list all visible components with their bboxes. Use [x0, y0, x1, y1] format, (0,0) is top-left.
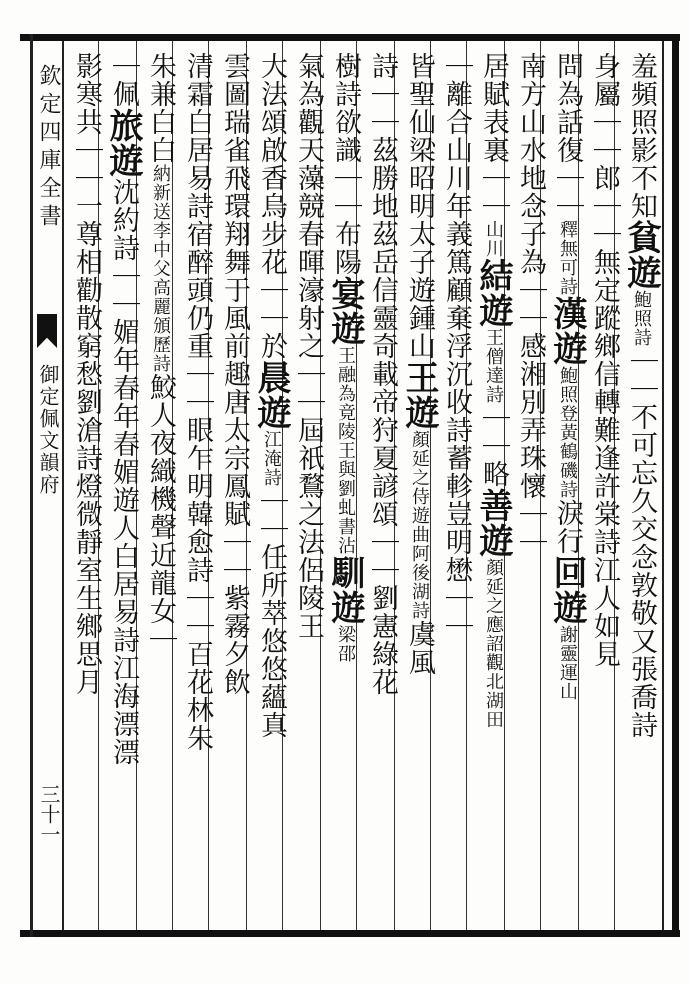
- source-annotation: 鮑照詩: [631, 290, 652, 347]
- headword: 晨遊: [251, 360, 291, 430]
- top-border-rule: [20, 34, 680, 41]
- source-annotation: 謝靈運山: [557, 625, 578, 701]
- body-text: 氣為觀天藻競春暉: [293, 52, 324, 276]
- column-text: [475, 52, 511, 729]
- column-text: [364, 52, 400, 696]
- source-annotation: 顏延之應詔觀北湖田: [483, 558, 504, 729]
- headword: 善遊: [473, 488, 513, 558]
- body-text: 影寒: [71, 52, 102, 108]
- text-column-1: [623, 52, 659, 922]
- body-text: ｜｜任所萃悠悠蘊真: [256, 487, 287, 739]
- body-text: 虞風: [404, 620, 435, 676]
- body-text: 陵王: [293, 584, 324, 640]
- body-text: 問為話復｜｜: [552, 52, 583, 220]
- body-text: 收詩蓄軫豈明懋｜｜: [441, 388, 472, 640]
- book-subtitle: 御定佩文韻府: [36, 364, 60, 496]
- body-text: 詩｜｜茲勝地茲岳信靈奇: [367, 52, 398, 360]
- column-text: [549, 52, 585, 701]
- source-annotation: 江淹詩: [261, 430, 282, 487]
- column-text: [253, 52, 289, 739]
- headword: 馴遊: [325, 555, 365, 625]
- text-column-13: [179, 52, 215, 922]
- source-annotation: 納新送李中父高麗頒歷詩: [150, 164, 171, 373]
- body-text: 淚行: [552, 499, 583, 555]
- headword: 結遊: [473, 258, 513, 328]
- fish-tail-mark-icon: [37, 314, 57, 348]
- body-text: 感湘別弄珠懷｜｜: [515, 332, 546, 556]
- text-column-15: [105, 52, 141, 922]
- text-column-9: [327, 52, 363, 922]
- headword: 宴遊: [325, 276, 365, 346]
- column-text: [68, 52, 104, 696]
- body-text: 載帝狩夏諺頌｜｜劉憲綠花: [367, 360, 398, 696]
- margin-column: [33, 44, 61, 928]
- column-text: [105, 52, 141, 766]
- headword: 漢遊: [547, 296, 587, 366]
- headword: 回遊: [547, 555, 587, 625]
- body-text: 鮫人夜織機聲近龍女｜: [145, 373, 176, 653]
- text-column-14: [142, 52, 178, 922]
- column-text: [290, 52, 326, 640]
- body-text: ｜｜無定蹤鄉信轉難逢許棠詩江人如見: [589, 192, 620, 668]
- body-text: 朱兼白白: [145, 52, 176, 164]
- text-column-2: [586, 52, 622, 922]
- bottom-border-rule: [20, 930, 680, 937]
- source-annotation: 王僧達詩: [483, 328, 504, 404]
- body-text: 年義篤顧棄浮沉: [441, 192, 472, 388]
- source-annotation: 鮑照登黃鶴磯詩: [557, 366, 578, 499]
- text-column-8: [364, 52, 400, 922]
- column-text: [586, 52, 622, 668]
- text-column-5: [475, 52, 511, 922]
- right-border-rule: [672, 34, 679, 937]
- column-text: [142, 52, 178, 653]
- source-annotation: 梁邵: [335, 625, 356, 663]
- body-text: ｜佩: [108, 52, 139, 108]
- source-annotation: 山川: [483, 220, 504, 258]
- headword: 旅遊: [103, 108, 143, 178]
- body-text: ｜離合山川: [441, 52, 472, 192]
- body-text: 趣唐太宗鳳賦｜｜紫霧夕飲: [219, 360, 250, 696]
- body-text: 雲圖瑞雀飛環翔舞于風前: [219, 52, 250, 360]
- text-column-6: [438, 52, 474, 922]
- body-text: 南方山水地念子為｜｜: [515, 52, 546, 332]
- text-column-4: [512, 52, 548, 922]
- text-column-7: [401, 52, 437, 922]
- column-text: [327, 52, 363, 663]
- text-column-11: [253, 52, 289, 922]
- body-text: 皆聖仙梁昭明太子遊鍾山: [404, 52, 435, 360]
- body-text: ｜｜略: [478, 404, 509, 488]
- body-text: 身屬｜｜郎: [589, 52, 620, 192]
- body-text: 沈約詩｜｜媚年春年春媚遊人白居易詩江海漂漂: [108, 178, 139, 766]
- source-annotation: 顏延之侍遊曲阿後湖詩: [409, 430, 430, 620]
- body-text: 共｜｜一尊相勸散窮愁劉滄詩燈微靜室生鄉思月: [71, 108, 102, 696]
- headword: 貧遊: [621, 220, 661, 290]
- body-text: 樹詩欲識｜｜布陽: [330, 52, 361, 276]
- column-text: [216, 52, 252, 696]
- body-text: 清霜白居易詩宿醉頭仍重｜｜眼乍明韓愈詩｜｜百花林朱: [182, 52, 213, 752]
- text-column-10: [290, 52, 326, 922]
- column-text: [512, 52, 548, 556]
- column-text: [623, 52, 659, 739]
- headword: 王遊: [399, 360, 439, 430]
- text-column-3: [549, 52, 585, 922]
- book-title: 欽定四庫全書: [36, 64, 61, 232]
- text-column-16: [68, 52, 104, 922]
- body-text: 羞頻照影不知: [626, 52, 657, 220]
- source-annotation: 王融為竟陵王與劉虬書沾: [335, 346, 356, 555]
- column-text: [401, 52, 437, 676]
- column-text: [179, 52, 215, 752]
- body-text: 濠射之｜｜屆祇鶩之法侶: [293, 276, 324, 584]
- body-text: 居賦表裏｜｜: [478, 52, 509, 220]
- column-text: [438, 52, 474, 640]
- source-annotation: 釋無可詩: [557, 220, 578, 296]
- body-text: 大法頌啟香烏步花｜｜於: [256, 52, 287, 360]
- text-column-12: [216, 52, 252, 922]
- page-number: 三十一: [37, 784, 61, 844]
- body-text: ｜｜不可忘久交念敦敬又張喬詩: [626, 347, 657, 739]
